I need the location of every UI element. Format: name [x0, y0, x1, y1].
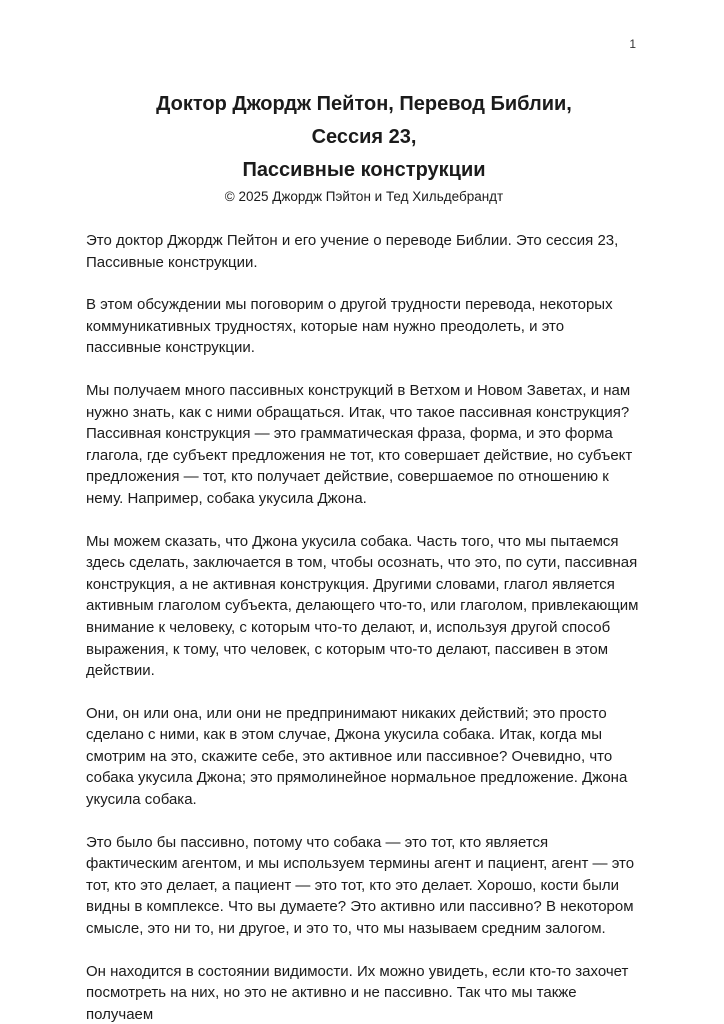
- title-line-3: Пассивные конструкции: [242, 159, 486, 181]
- document-body: [86, 230, 642, 1024]
- copyright-line: © 2025 Джордж Пэйтон и Тед Хильдебрандт: [224, 189, 504, 204]
- paragraph: В этом обсуждении мы поговорим о другой трудности перевода, некоторых коммуникативных трудностях, которые нам нужно преодолеть, и это пассивные конструкции.: [86, 296, 613, 357]
- document-title: [86, 88, 642, 187]
- paragraph: Это доктор Джордж Пейтон и его учение о переводе Библии. Это сессия 23, Пассивные конструкции.: [86, 232, 619, 271]
- page-number: 1: [629, 37, 636, 51]
- paragraph: Мы получаем много пассивных конструкций в Ветхом и Новом Заветах, и нам нужно знать, как с ними обращаться. Итак, что такое пассивная конструкция? Пассивная конструкция — это грамматическая фраза, форма, и это форма глагола, где субъект предложения не тот, кто совершает действие, но субъект предложения — тот, кто получает действие, совершаемое по отношению к нему. Например, собака укусила Джона.: [86, 381, 633, 507]
- document-content: [86, 88, 642, 1024]
- title-line-2: Сессия 23,: [311, 126, 417, 148]
- paragraph: Он находится в состоянии видимости. Их можно увидеть, если кто-то захочет посмотреть на них, но это не активно и не пассивно. Так что мы также получаем: [86, 962, 629, 1023]
- title-line-1: Доктор Джордж Пейтон, Перевод Библии,: [156, 93, 572, 115]
- paragraph: Это было бы пассивно, потому что собака — это тот, кто является фактическим агентом, и мы используем термины агент и пациент, агент — это тот, кто это делает, а пациент — это тот, кто это делает. Хорошо, кости были видны в комплексе. Что вы думаете? Это активно или пассивно? В некотором смысле, это ни то, ни другое, и это то, что мы называем средним залогом.: [86, 833, 635, 938]
- paragraph: Они, он или она, или они не предпринимают никаких действий; это просто сделано с ними, как в этом случае, Джона укусила собака. Итак, когда мы смотрим на это, скажите себе, это активное или пассивное? Очевидно, что собака укусила Джона; это прямолинейное нормальное предложение. Джона укусила собака.: [86, 704, 628, 809]
- paragraph: Мы можем сказать, что Джона укусила собака. Часть того, что мы пытаемся здесь сделать, заключается в том, чтобы осознать, что это, по сути, пассивная конструкция, а не активная конструкция. Другими словами, глагол является активным глаголом субъекта, делающего что-то, или глаголом, привлекающим внимание к человеку, с которым что-то делают, и, используя другой способ выражения, к тому, что человек, с которым что-то делают, пассивен в этом действии.: [86, 532, 639, 680]
